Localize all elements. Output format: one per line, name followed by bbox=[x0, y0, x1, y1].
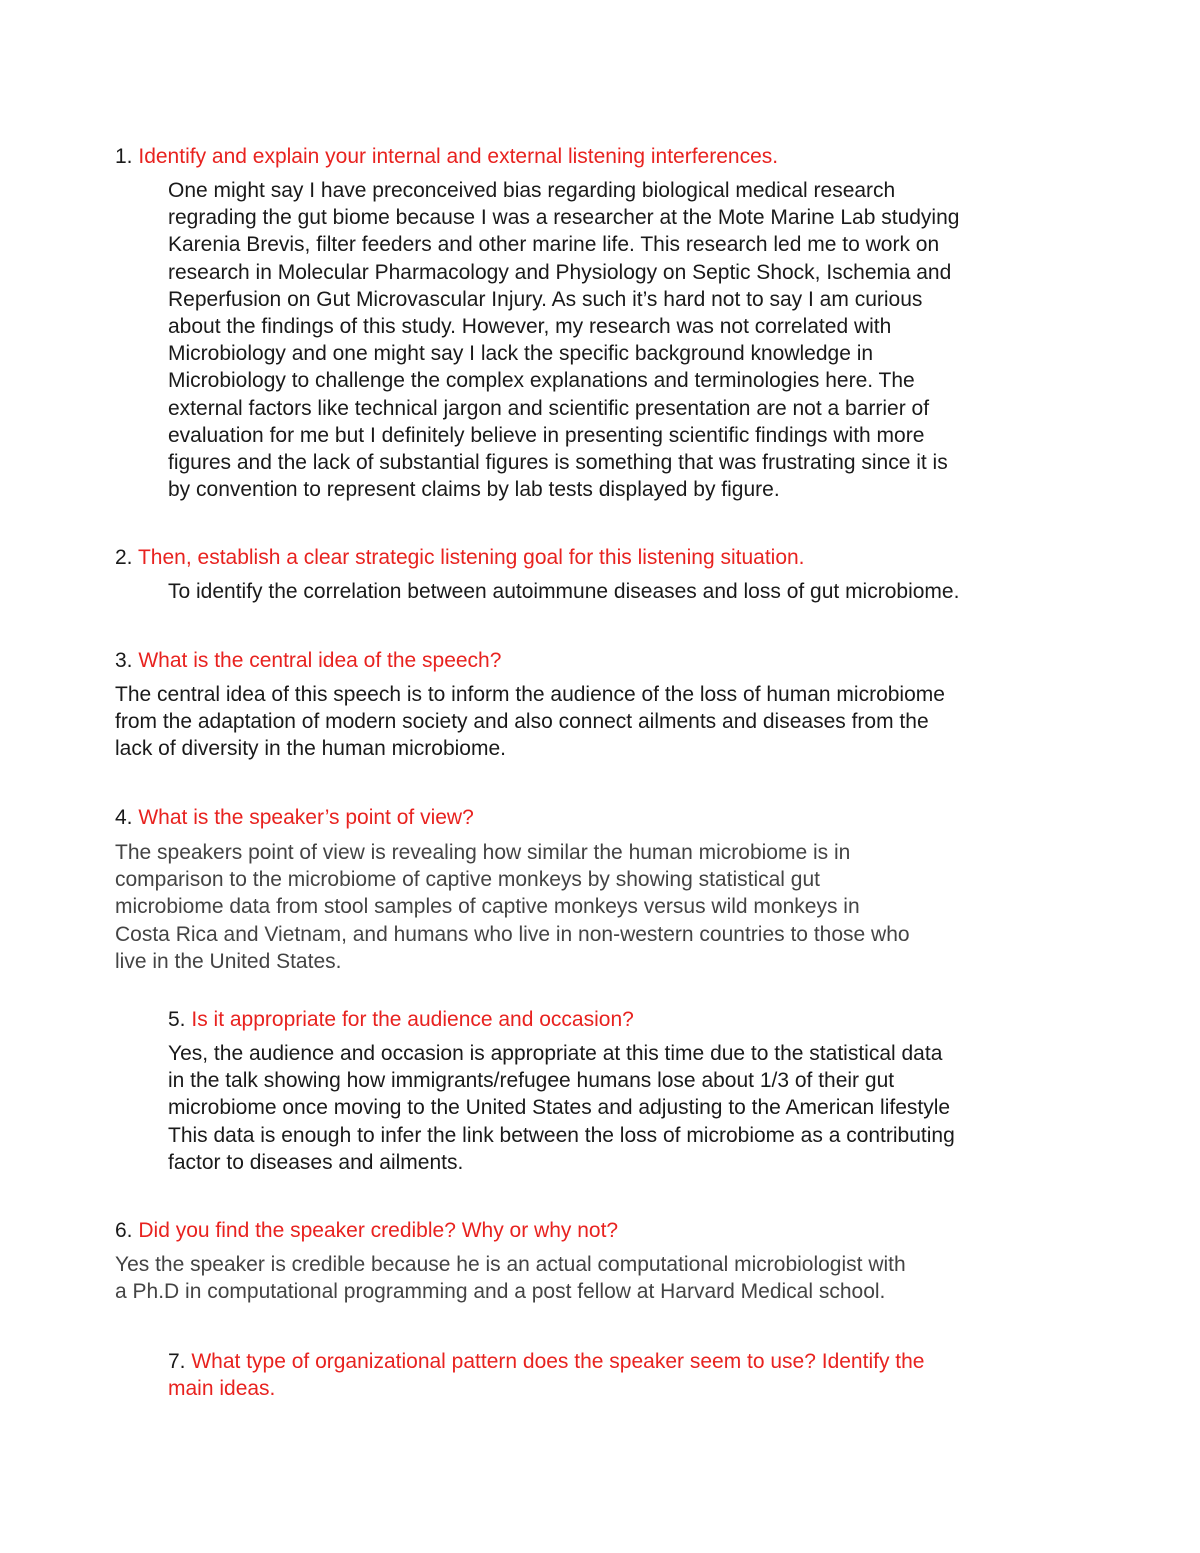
answer-line: The speakers point of view is revealing how similar the human microbiome is in bbox=[115, 841, 851, 864]
question-text: main ideas. bbox=[168, 1377, 276, 1401]
answer-line: Reperfusion on Gut Microvascular Injury. As such it’s hard not to say I am curious bbox=[168, 287, 923, 311]
question-number: 4. bbox=[115, 806, 133, 829]
question-1 bbox=[115, 143, 778, 170]
question-number: 5. bbox=[168, 1008, 186, 1031]
answer-line: live in the United States. bbox=[115, 949, 342, 973]
question-text: Identify and explain your internal and external listening interferences. bbox=[138, 145, 779, 168]
question-4 bbox=[115, 804, 474, 831]
answer-line: Microbiology and one might say I lack the specific background knowledge in bbox=[168, 342, 874, 366]
answer-line: lack of diversity in the human microbiome. bbox=[115, 737, 506, 761]
question-number: 1. bbox=[115, 145, 133, 168]
answer-line: Costa Rica and Vietnam, and humans who live in non-western countries to those who bbox=[115, 922, 910, 946]
answer-line: microbiome data from stool samples of captive monkeys versus wild monkeys in bbox=[115, 895, 860, 919]
question-text: Then, establish a clear strategic listening goal for this listening situation. bbox=[137, 546, 805, 569]
answer-4 bbox=[115, 839, 910, 975]
answer-line: about the findings of this study. However, my research was not correlated with bbox=[168, 315, 892, 339]
answer-line: Yes the speaker is credible because he is an actual computational microbiologist with bbox=[115, 1253, 906, 1276]
answer-line: One might say I have preconceived bias regarding biological medical research bbox=[168, 179, 896, 202]
question-6 bbox=[115, 1217, 618, 1244]
question-number: 7. bbox=[168, 1350, 186, 1373]
question-text: What is the speaker’s point of view? bbox=[138, 806, 474, 829]
question-7 bbox=[168, 1348, 924, 1402]
question-7-line-1 bbox=[168, 1348, 924, 1375]
question-2 bbox=[115, 544, 805, 571]
answer-line: figures and the lack of substantial figures is something that was frustrating since it is bbox=[168, 451, 948, 475]
question-5 bbox=[168, 1006, 634, 1033]
answer-line: regrading the gut biome because I was a researcher at the Mote Marine Lab studying bbox=[168, 206, 960, 230]
question-number: 3. bbox=[115, 649, 133, 672]
answer-line: This data is enough to infer the link between the loss of microbiome as a contributing bbox=[168, 1123, 955, 1147]
answer-2 bbox=[168, 578, 959, 605]
answer-line: Yes, the audience and occasion is appropriate at this time due to the statistical data bbox=[168, 1042, 943, 1065]
answer-1 bbox=[168, 177, 959, 503]
answer-line: by convention to represent claims by lab tests displayed by figure. bbox=[168, 478, 780, 502]
question-number: 2. bbox=[115, 546, 133, 569]
question-text: Did you find the speaker credible? Why or why not? bbox=[138, 1219, 619, 1242]
answer-line: The central idea of this speech is to inform the audience of the loss of human microbiome bbox=[115, 683, 945, 706]
answer-line: comparison to the microbiome of captive monkeys by showing statistical gut bbox=[115, 868, 820, 892]
answer-line: evaluation for me but I definitely believe in presenting scientific findings with more bbox=[168, 423, 925, 447]
answer-line: factor to diseases and ailments. bbox=[168, 1150, 464, 1174]
question-3 bbox=[115, 647, 501, 674]
question-text: What is the central idea of the speech? bbox=[138, 649, 502, 672]
answer-5 bbox=[168, 1040, 955, 1176]
answer-line: Karenia Brevis, filter feeders and other marine life. This research led me to work on bbox=[168, 233, 940, 257]
answer-3 bbox=[115, 681, 945, 763]
answer-line: a Ph.D in computational programming and a post fellow at Harvard Medical school. bbox=[115, 1280, 886, 1304]
answer-line: To identify the correlation between autoimmune diseases and loss of gut microbiome. bbox=[168, 580, 960, 603]
answer-line: from the adaptation of modern society and also connect ailments and diseases from the bbox=[115, 710, 929, 734]
question-text: Is it appropriate for the audience and occasion? bbox=[191, 1008, 634, 1031]
answer-line: microbiome once moving to the United States and adjusting to the American lifestyle bbox=[168, 1096, 951, 1120]
answer-line: in the talk showing how immigrants/refugee humans lose about 1/3 of their gut bbox=[168, 1069, 895, 1093]
answer-line: external factors like technical jargon and scientific presentation are not a barrier of bbox=[168, 396, 930, 420]
answer-6 bbox=[115, 1251, 906, 1305]
answer-line: research in Molecular Pharmacology and Physiology on Septic Shock, Ischemia and bbox=[168, 260, 952, 284]
question-number: 6. bbox=[115, 1219, 133, 1242]
answer-line: Microbiology to challenge the complex explanations and terminologies here. The bbox=[168, 369, 915, 393]
question-text: What type of organizational pattern does the speaker seem to use? Identify the bbox=[191, 1350, 925, 1373]
